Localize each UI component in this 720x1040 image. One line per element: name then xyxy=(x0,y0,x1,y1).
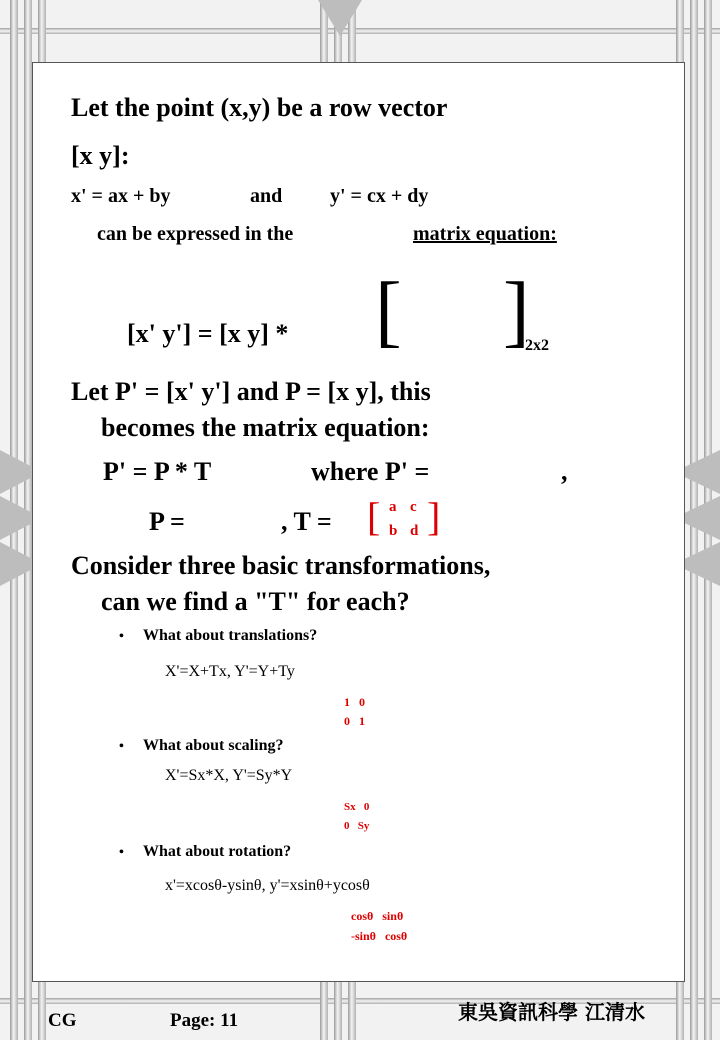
translation-matrix-row-2: 0 1 xyxy=(344,714,365,728)
consider-line-2: can we find a "T" for each? xyxy=(101,587,410,616)
where-text: where P' = xyxy=(311,457,430,486)
translations-question: What about translations? xyxy=(143,627,318,644)
bullet-scaling: • xyxy=(119,739,124,754)
let-p-line-1: Let P' = [x' y'] and P = [x y], this xyxy=(71,377,431,406)
t-entry-a: a xyxy=(389,499,397,515)
t-bracket-close: ] xyxy=(427,494,441,539)
matrix-lhs: [x' y'] = [x y] * xyxy=(127,319,289,348)
matrix-bracket-open: [ xyxy=(375,267,402,355)
rotation-matrix-row-2: -sinθ cosθ xyxy=(351,929,408,943)
translations-equation: X'=X+Tx, Y'=Y+Ty xyxy=(165,663,295,680)
top-arrow xyxy=(318,0,362,36)
t-bracket-open: [ xyxy=(367,494,381,539)
equation-y: y' = cx + dy xyxy=(330,185,429,207)
t-entry-d: d xyxy=(410,523,419,539)
matrix-dimension: 2x2 xyxy=(525,337,549,354)
p-equation: P' = P * T xyxy=(103,457,212,486)
footer-author: 東吳資訊科學 江清水 xyxy=(458,1000,645,1024)
rotation-matrix-row-1: cosθ sinθ xyxy=(351,909,404,923)
scaling-matrix-row-1: Sx 0 xyxy=(344,801,370,813)
equation-and: and xyxy=(250,185,283,207)
equation-x: x' = ax + by xyxy=(71,185,171,207)
scaling-question: What about scaling? xyxy=(143,737,284,754)
t-entry-b: b xyxy=(389,523,398,539)
let-p-line-2: becomes the matrix equation: xyxy=(101,413,430,442)
translation-matrix-row-1: 1 0 xyxy=(344,695,365,709)
bullet-translations: • xyxy=(119,629,124,644)
rotation-equation: x'=xcosθ-ysinθ, y'=xsinθ+ycosθ xyxy=(165,877,370,894)
footer-course: CG xyxy=(48,1010,77,1031)
footer-page: Page: 11 xyxy=(170,1010,239,1031)
intro-line-2: [x y]: xyxy=(71,141,130,170)
t-entry-c: c xyxy=(410,499,417,515)
rotation-question: What about rotation? xyxy=(143,843,292,860)
consider-line-1: Consider three basic transformations, xyxy=(71,551,491,580)
where-comma: , xyxy=(561,457,568,486)
scaling-matrix-row-2: 0 Sy xyxy=(344,820,370,832)
can-be-text: can be expressed in the xyxy=(97,223,294,245)
p-definition: P = xyxy=(149,507,185,536)
matrix-equation-text: matrix equation: xyxy=(413,223,557,245)
scaling-equation: X'=Sx*X, Y'=Sy*Y xyxy=(165,767,293,784)
t-definition: , T = xyxy=(281,507,332,536)
matrix-bracket-close: ] xyxy=(503,267,530,355)
bullet-rotation: • xyxy=(119,845,124,860)
slide-panel xyxy=(32,62,685,982)
intro-line-1: Let the point (x,y) be a row vector xyxy=(71,93,448,122)
